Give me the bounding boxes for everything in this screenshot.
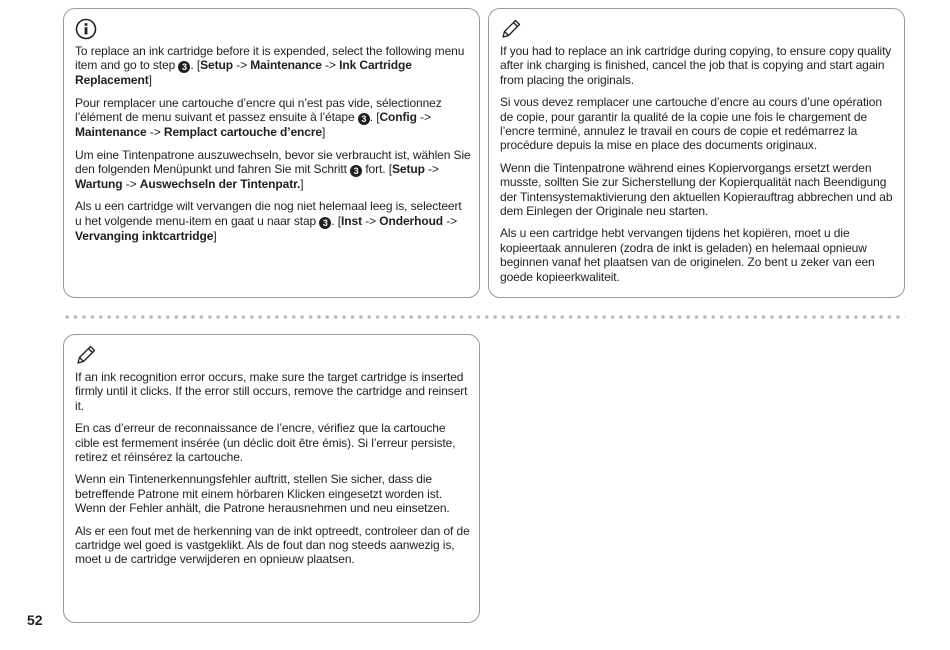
menu-path-item: Wartung bbox=[75, 177, 123, 192]
note-copy-paragraph-en: If you had to replace an ink cartridge during copying, to ensure copy quality after ink charging is finished, cancel the job that is copying and start again from placing the originals. bbox=[500, 44, 892, 87]
menu-path-item: Remplact cartouche d’encre bbox=[163, 125, 322, 140]
note-error-paragraph-nl: Als er een fout met de herkenning van de inkt optreedt, controleer dan of de cartridge wel goed is vastgeklikt. Als de fout dan nog steeds aanwezig is, moet u de cartridge verwijderen en opnieuw plaatsen. bbox=[75, 523, 470, 567]
important-notice-box bbox=[63, 8, 480, 298]
menu-path-item: Auswechseln der Tintenpatr. bbox=[139, 177, 301, 192]
important-notice-content bbox=[75, 44, 471, 251]
menu-path-item: Maintenance bbox=[75, 125, 147, 140]
ink-recognition-error-note-box bbox=[63, 334, 480, 623]
step-number-badge: 3 bbox=[319, 217, 331, 229]
important-paragraph-fr: Pour remplacer une cartouche d’encre qui n’est pas vide, sélectionnez l’élément de menu suivant et passez ensuite à l’étape 3 . [Config -> Maintenance -> Remplact cartouche d’encre] bbox=[75, 95, 442, 140]
menu-path-item: Config bbox=[379, 110, 417, 125]
note-error-paragraph-en: If an ink recognition error occurs, make sure the target cartridge is inserted firmly until it clicks. If the error still occurs, remove the cartridge and reinsert it. bbox=[75, 370, 468, 413]
pencil-note-icon bbox=[75, 344, 97, 366]
important-paragraph-en: To replace an ink cartridge before it is expended, select the following menu item and go to step 3 . [Setup -> Maintenance -> Ink Cartridge Replacement] bbox=[75, 44, 465, 88]
copy-quality-note-box bbox=[488, 8, 905, 298]
ink-recognition-error-note-content bbox=[75, 370, 471, 575]
menu-path-item: Vervanging inktcartridge bbox=[75, 228, 214, 243]
menu-path-item: Setup bbox=[200, 58, 233, 73]
important-paragraph-nl: Als u een cartridge wilt vervangen die nog niet helemaal leeg is, selecteert u het volgende menu-item en gaat u naar stap 3 . [Inst -> Onderhoud -> Vervanging inktcartridge] bbox=[75, 199, 462, 243]
note-error-paragraph-de: Wenn ein Tintenerkennungsfehler auftritt, stellen Sie sicher, dass die betreffende Patrone mit einem hörbaren Klicken eingesetzt worden ist. Wenn der Fehler anhält, die Patrone herausnehmen und neu einsetzen. bbox=[75, 472, 450, 516]
pencil-note-icon bbox=[500, 18, 522, 40]
note-copy-paragraph-fr: Si vous devez remplacer une cartouche d’encre au cours d’une opération de copie, pour garantir la qualité de la copie une fois le chargement de l’encre terminé, annulez le travail en cours de copie et redémarrez la procédure depuis la mise en place des documents originaux. bbox=[500, 95, 882, 153]
page-number: 52 bbox=[27, 612, 43, 628]
step-number-badge: 3 bbox=[178, 61, 190, 73]
menu-path-item: Ink Cartridge Replacement bbox=[75, 58, 412, 88]
step-number-badge: 3 bbox=[350, 165, 362, 177]
copy-quality-note-content bbox=[500, 44, 896, 292]
menu-path-item: Setup bbox=[391, 162, 425, 177]
menu-path-item: Maintenance bbox=[250, 58, 322, 73]
menu-path-item: Onderhoud bbox=[379, 213, 444, 228]
important-paragraph-de: Um eine Tintenpatrone auszuwechseln, bevor sie verbraucht ist, wählen Sie den folgenden Menüpunkt und fahren Sie mit Schritt 3 fort. [Setup -> Wartung -> Auswechseln der Tintenpatr.] bbox=[75, 147, 471, 192]
menu-path-item: Inst bbox=[341, 213, 362, 228]
dotted-separator bbox=[63, 314, 905, 320]
info-icon bbox=[75, 18, 97, 40]
note-error-paragraph-fr: En cas d’erreur de reconnaissance de l’encre, vérifiez que la cartouche cible est fermement insérée (un déclic doit être émis). Si l’erreur persiste, retirez et réinsérez la cartouche. bbox=[75, 421, 456, 465]
note-copy-paragraph-de: Wenn die Tintenpatrone während eines Kopiervorgangs ersetzt werden musste, sollten Sie zur Sicherstellung der Kopierqualität nach Beendigung der Tintensystemaktivierung den aktuellen Kopierauftrag abbrechen und ab dem Einlegen der Originale neu starten. bbox=[500, 160, 893, 219]
step-number-badge: 3 bbox=[358, 113, 370, 125]
note-copy-paragraph-nl: Als u een cartridge hebt vervangen tijdens het kopiëren, moet u die kopieertaak annuleren (zodra de inkt is geladen) en helemaal opnieuw beginnen vanaf het plaatsen van de originelen. Zo bent u zeker van een goede kopieerkwaliteit. bbox=[500, 226, 875, 284]
